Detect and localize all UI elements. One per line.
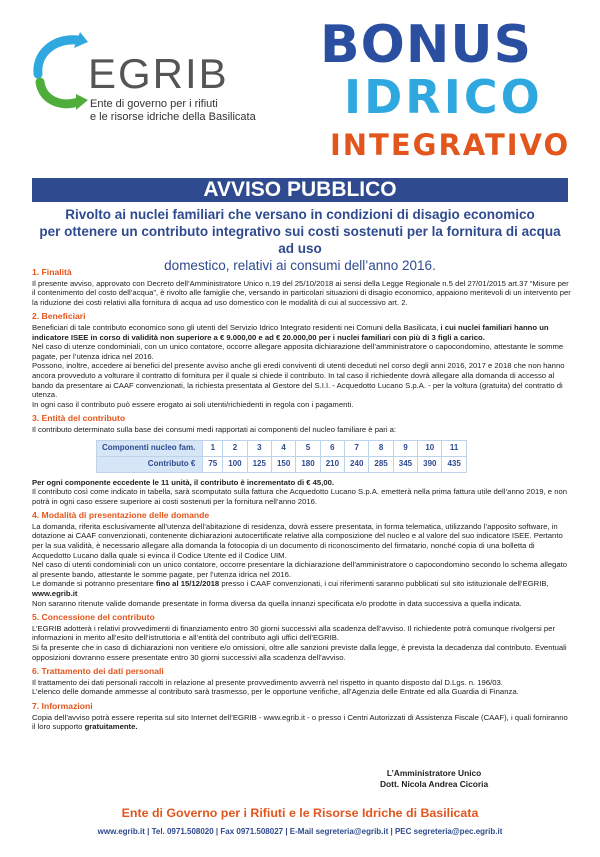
section-title-trattamento: 6. Trattamento dei dati personali — [32, 666, 164, 677]
table-header-amount: Contributo € — [97, 456, 203, 472]
signature-block — [380, 768, 488, 790]
deadline-date: fino al 15/12/2018 — [155, 579, 220, 589]
section-title-entita: 3. Entità del contributo — [32, 413, 126, 424]
table-cell: 435 — [442, 456, 466, 472]
table-row-amounts — [97, 456, 467, 472]
table-cell: 8 — [369, 440, 393, 456]
informazioni-text-b: gratuitamente. — [84, 722, 138, 732]
table-cell: 3 — [247, 440, 271, 456]
section-text-modalita-4: Non saranno ritenute valide domande presentate in forma diversa da quella innanzi specificata e/o prodotte in data successiva a quella indicata. — [32, 598, 522, 608]
section-text-modalita-1: La domanda, riferita esclusivamente all’utenza dell’abitazione di residenza, dovrà essere presentata, in forma telematica, utilizzando l’apposito software, in dotazione ai CAAF convenzionati, contenente dichiarazioni autocertificate relative alla composizione del nucleo e al valore del suo indicatore ISEE. Pertanto per la sua validità, è necessario allegare alla domanda la fotocopia di un documento di riconoscimento del firmatario, nonché copia di una bolletta di Acquedotto Lucano dalla quale si evinca il Codice Utente ed il Codice UIM. — [32, 521, 563, 560]
modalita-text-a: Le domande si potranno presentare — [32, 579, 156, 589]
egrib-logo-text: EGRIB — [88, 50, 229, 97]
subtitle-line3: domestico, relativi ai consumi dell’anno 2016. — [164, 258, 436, 273]
footer-contacts: www.egrib.it | Tel. 0971.508020 | Fax 0971.508027 | E-Mail segreteria@egrib.it | PEC segreteria@pec.egrib.it — [97, 827, 503, 836]
section-title-informazioni: 7. Informazioni — [32, 700, 93, 711]
table-cell: 240 — [345, 456, 369, 472]
table-cell: 5 — [296, 440, 320, 456]
table-cell: 125 — [247, 456, 271, 472]
egrib-subtitle-line2: e le risorse idriche della Basilicata — [90, 111, 256, 123]
subtitle-line1: Rivolto ai nuclei familiari che versano in condizioni di disagio economico — [65, 207, 535, 222]
signature-role: L’Amministratore Unico — [386, 768, 482, 778]
section-text-trattamento-2: L’elenco delle domande ammesse al contributo sarà trasmesso, per le opportune verifiche, all’Agenzia delle Entrate ed alla Guardia di Finanza. — [32, 687, 519, 697]
bonus-logo-line3: INTEGRATIVO — [330, 128, 571, 162]
section-text-informazioni — [32, 713, 572, 732]
table-cell: 390 — [418, 456, 442, 472]
section-text-modalita-2: Nel caso di utenti condominiali con un unico contatore, occorre presentare la dichiarazione dell’amministratore o capocondomino secondo lo schema allegato al presente bando, attestante le somme pagate, per l’utenza idrica nel 2016. — [32, 560, 568, 579]
egrib-logo-icon — [28, 30, 90, 110]
section-text-beneficiari-4: In ogni caso il contributo può essere erogato ai soli utenti/richiedenti in regola con i pagamenti. — [32, 399, 354, 409]
modalita-text-c: presso i CAAF convenzionati, i cui riferimenti saranno pubblicati sul sito istituzionale dell’EGRIB, — [219, 579, 549, 589]
section-title-finalita: 1. Finalità — [32, 267, 72, 277]
section-title-concessione: 5. Concessione del contributo — [32, 612, 155, 623]
section-text-entita-extra: Per ogni componente eccedente le 11 unità, il contributo è incrementato di € 45,00. — [32, 477, 335, 487]
beneficiari-text-isee: i cui nuclei familiari hanno un indicatore ISEE in corso di validità non superiore a € 9.000,00 e ad € 20.000,00 per i nuclei familiari con più di 3 figli a carico. — [32, 322, 549, 342]
table-cell: 2 — [223, 440, 247, 456]
bonus-logo-line1: BONUS — [320, 15, 533, 75]
table-cell: 210 — [320, 456, 344, 472]
section-text-beneficiari-3: Possono, inoltre, accedere ai benefici del presente avviso anche gli eredi conviventi di utenti deceduti nel corso degli anni 2016, 2017 e 2018 che non hanno ancora provveduto a volturare il contratto di fornitura per il quale si chiede il contributo. In tal caso il richiedente dovrà allegare alla domanda di accesso al bando da presentare ai CAAF convenzionati, la richiesta presentata al Gestore del S.I.I. - Acquedotto Lucano S.p.A. - per la voltura (gratuita) del contratto di utenza. — [32, 361, 565, 400]
section-title-modalita: 4. Modalità di presentazione delle domande — [32, 510, 210, 521]
table-cell: 6 — [320, 440, 344, 456]
notice-body — [32, 263, 572, 732]
section-text-modalita-3 — [32, 579, 572, 598]
section-text-finalita: Il presente avviso, approvato con Decreto dell’Amministratore Unico n.19 del 25/10/2018 ai sensi della Legge Regionale n.5 del 27/01/2015 art.37 “Misure per il contenimento del costo dell’acqua”, è rivolto alle famiglie che, versando in particolari situazioni di disagio economico, appaiono meritevoli di un intervento per la riduzione dei costi relativi alla fornitura di acqua ad uso domestico con le modalità di cui al successivo art. 2. — [32, 278, 571, 307]
egrib-subtitle-line1: Ente di governo per i rifiuti — [90, 98, 218, 110]
table-cell: 285 — [369, 456, 393, 472]
table-cell: 11 — [442, 440, 466, 456]
section-text-entita-intro: Il contributo determinato sulla base dei consumi medi rapportati ai componenti del nucleo familiare è pari a: — [32, 424, 397, 434]
table-row-components — [97, 440, 467, 456]
informazioni-text-a: Copia dell’avviso potrà essere reperita sul sito Internet dell’EGRIB - www.egrib.it - o presso i Centri Autorizzati di Assistenza Fiscale (CAAF), i quali forniranno il loro supporto — [32, 712, 568, 732]
table-cell: 1 — [203, 440, 223, 456]
section-text-concessione-1: L’EGRIB adotterà i relativi provvedimenti di finanziamento entro 30 giorni successivi alla scadenza dell’avviso. Il richiedente potrà comunque rivolgersi per informazioni in merito all’esito dell’istruttoria e all’entità del contributo agli uffici dell’EGRIB. — [32, 623, 556, 643]
table-cell: 75 — [203, 456, 223, 472]
table-header-components: Componenti nucleo fam. — [97, 440, 203, 456]
table-cell: 100 — [223, 456, 247, 472]
header — [0, 0, 600, 180]
section-title-beneficiari: 2. Beneficiari — [32, 311, 86, 322]
bonus-logo-line2: IDRICO — [344, 70, 543, 124]
egrib-logo-subtitle — [90, 98, 290, 124]
table-cell: 4 — [271, 440, 295, 456]
table-cell: 7 — [345, 440, 369, 456]
section-text-concessione-2: Si fa presente che in caso di dichiarazioni non veritiere e/o omissioni, oltre alle sanzioni previste dalla legge, è prevista la decadenza dal contributo. Eventuali opposizioni dovranno essere presentate entro 30 giorni successivi alla scadenza dell’avviso. — [32, 643, 567, 662]
beneficiari-text-a: Beneficiari di tale contributo economico sono gli utenti del Servizio Idrico Integrato residenti nei Comuni della Basilicata, — [32, 322, 441, 332]
section-text-trattamento-1: Il trattamento dei dati personali raccolti in relazione al presente provvedimento avverrà nel rispetto in quanto disposto dal D.Lgs. n. 196/03. — [32, 677, 503, 687]
signature-name: Dott. Nicola Andrea Cicoria — [380, 779, 489, 789]
subtitle-line2: per ottenere un contributo integrativo sui costi sostenuti per la fornitura di acqua ad uso — [39, 224, 561, 256]
table-cell: 10 — [418, 440, 442, 456]
table-cell: 9 — [393, 440, 417, 456]
section-text-beneficiari-1 — [32, 323, 572, 342]
section-text-entita-note: Il contributo così come indicato in tabella, sarà scomputato sulla fattura che Acquedotto Lucano S.p.A. emetterà nella prima fattura utile dell’anno 2019, e non potrà in ogni caso essere superiore ai costi sostenuti per la fornitura nell’anno 2016. — [32, 487, 568, 506]
footer-title: Ente di Governo per i Rifiuti e le Risorse Idriche di Basilicata — [121, 806, 479, 820]
table-cell: 345 — [393, 456, 417, 472]
contribution-table — [96, 440, 467, 473]
table-cell: 150 — [271, 456, 295, 472]
table-cell: 180 — [296, 456, 320, 472]
section-text-beneficiari-2: Nel caso di utenze condominiali, con un unico contatore, occorre allegare apposita dichiarazione dell’amministratore o capocondomino, attestante le somme pagate, per l’utenza idrica nel 2016. — [32, 342, 564, 361]
page-title-banner: AVVISO PUBBLICO — [32, 178, 568, 202]
website-link[interactable]: www.egrib.it — [32, 589, 78, 599]
